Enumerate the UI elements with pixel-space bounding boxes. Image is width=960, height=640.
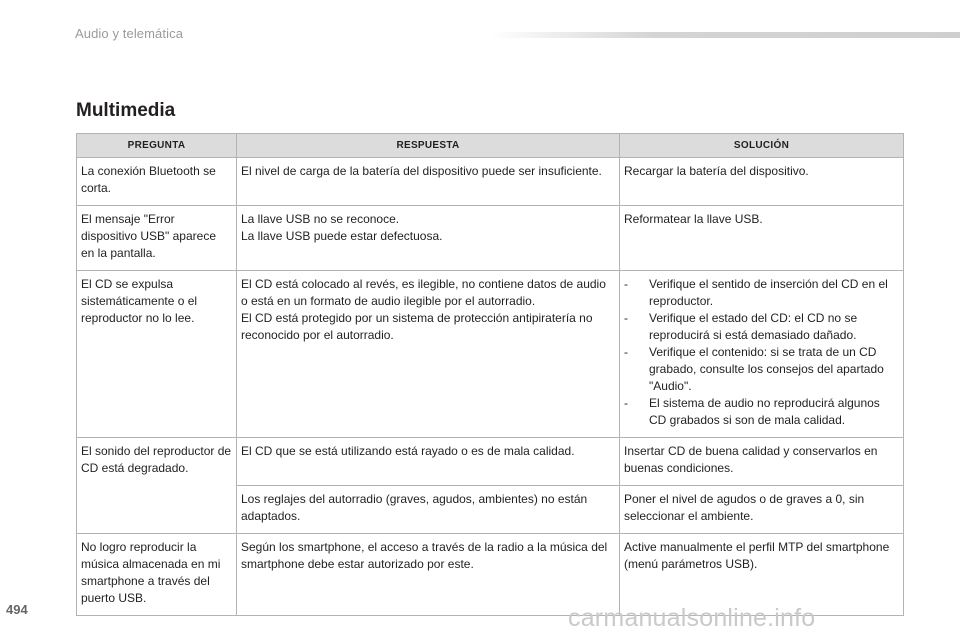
- answer-cell: [237, 271, 620, 438]
- header-rule: [490, 32, 960, 38]
- answer-cell: [237, 206, 620, 271]
- question-cell: El CD se expulsa sistemáticamente o el reproductor no lo lee.: [77, 271, 237, 438]
- column-header-solution: SOLUCIÓN: [620, 134, 904, 158]
- solution-line: Reformatear la llave USB.: [624, 212, 763, 226]
- watermark: carmanualsonline.info: [568, 604, 816, 632]
- solution-list-item: [624, 310, 899, 344]
- solution-list-text: El sistema de audio no reproducirá algunos CD grabados si son de mala calidad.: [649, 396, 880, 427]
- solution-cell: [620, 206, 904, 271]
- answer-line: La llave USB puede estar defectuosa.: [241, 229, 443, 243]
- solution-line: Recargar la batería del dispositivo.: [624, 164, 809, 178]
- question-cell: El sonido del reproductor de CD está degradado.: [77, 438, 237, 534]
- section-title: Multimedia: [76, 100, 176, 121]
- answer-line: El CD que se está utilizando está rayado o es de mala calidad.: [241, 444, 575, 458]
- page-number: 494: [6, 602, 28, 617]
- answer-line: Los reglajes del autorradio (graves, agudos, ambientes) no están adaptados.: [241, 492, 588, 523]
- solution-list-item: [624, 276, 899, 310]
- answer-line: El CD está protegido por un sistema de protección antipiratería no reconocido por el autorradio.: [241, 311, 593, 342]
- solution-cell: [620, 438, 904, 486]
- solution-list-text: Verifique el sentido de inserción del CD en el reproductor.: [649, 277, 888, 308]
- dash-marker: -: [624, 345, 628, 359]
- solution-line: Active manualmente el perfil MTP del smartphone (menú parámetros USB).: [624, 540, 890, 571]
- answer-cell: [237, 486, 620, 534]
- answer-cell: [237, 438, 620, 486]
- solution-line: Poner el nivel de agudos o de graves a 0, sin seleccionar el ambiente.: [624, 492, 865, 523]
- solution-cell: [620, 486, 904, 534]
- answer-line: El nivel de carga de la batería del dispositivo puede ser insuficiente.: [241, 164, 602, 178]
- header-title: Audio y telemática: [75, 26, 184, 41]
- question-cell: La conexión Bluetooth se corta.: [77, 158, 237, 206]
- solution-list-text: Verifique el contenido: si se trata de un CD grabado, consulte los consejos del apartado "Audio".: [649, 345, 884, 393]
- answer-cell: [237, 158, 620, 206]
- dash-marker: -: [624, 396, 628, 410]
- solution-cell: [620, 271, 904, 438]
- table-row: [77, 271, 904, 438]
- answer-line: El CD está colocado al revés, es ilegible, no contiene datos de audio o está en un formato de audio ilegible por el autorradio.: [241, 277, 606, 308]
- question-cell: No logro reproducir la música almacenada en mi smartphone a través del puerto USB.: [77, 534, 237, 616]
- answer-cell: [237, 534, 620, 616]
- table-header-row: [77, 134, 904, 158]
- dash-marker: -: [624, 311, 628, 325]
- solution-line: Insertar CD de buena calidad y conservarlos en buenas condiciones.: [624, 444, 878, 475]
- answer-line: La llave USB no se reconoce.: [241, 212, 400, 226]
- column-header-question: PREGUNTA: [77, 134, 237, 158]
- solution-list-item: [624, 344, 899, 395]
- question-cell: El mensaje "Error dispositivo USB" aparece en la pantalla.: [77, 206, 237, 271]
- table-row: [77, 158, 904, 206]
- table-row: [77, 206, 904, 271]
- solution-list-text: Verifique el estado del CD: el CD no se reproducirá si está demasiado dañado.: [649, 311, 858, 342]
- troubleshooting-table: [76, 133, 904, 616]
- column-header-answer: RESPUESTA: [237, 134, 620, 158]
- answer-line: Según los smartphone, el acceso a través de la radio a la música del smartphone debe estar autorizado por este.: [241, 540, 608, 571]
- table-row: [77, 438, 904, 486]
- solution-list: [624, 276, 899, 429]
- solution-cell: [620, 158, 904, 206]
- solution-list-item: [624, 395, 899, 429]
- dash-marker: -: [624, 277, 628, 291]
